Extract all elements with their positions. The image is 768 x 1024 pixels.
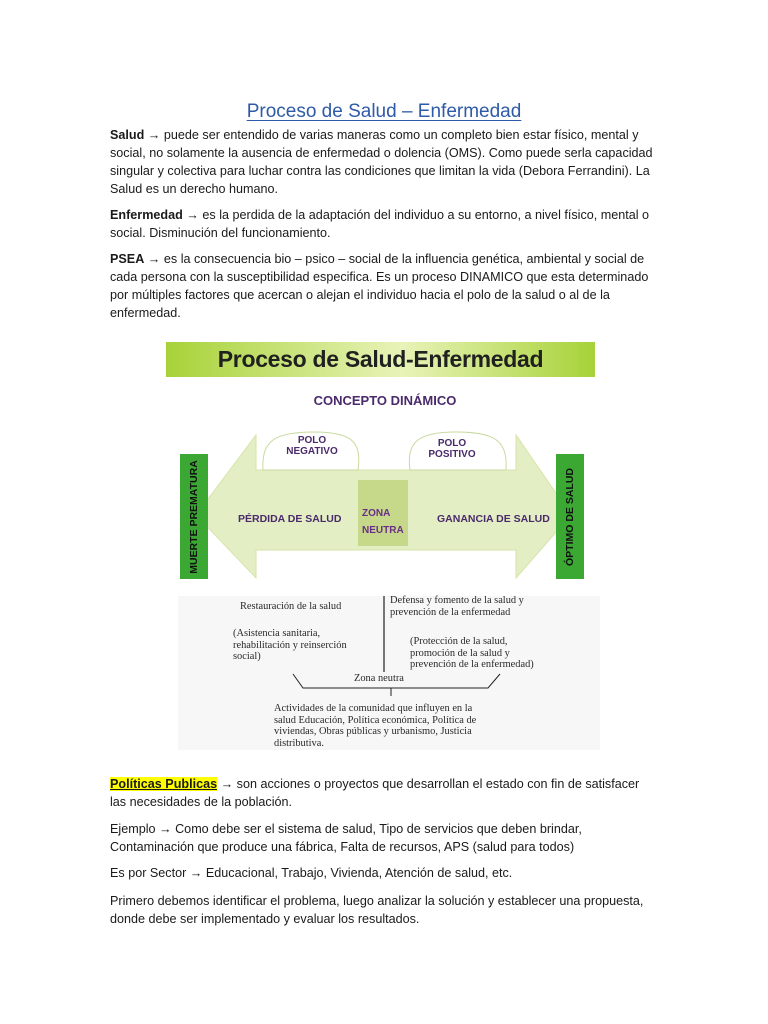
neutral-zone-label — [362, 505, 408, 539]
definition-salud: → puede ser entendido de varias maneras como un completo bien estar físico, mental y social, no solamente la ausencia de enfermedad o dolencia (OMS). Como puede serla capacidad singular y colectiva para luchar contra las condiciones que limitan la vida (Debora Ferrandini). La Salud es un derecho humano. — [110, 128, 653, 196]
defense-line-2: prevención de la enfermedad — [390, 606, 511, 618]
zone-line-2: NEUTRA — [362, 525, 404, 536]
process-diagram — [166, 340, 604, 752]
community-activities-text — [274, 703, 476, 749]
restoration-detail-line-2: rehabilitación y reinserción — [233, 639, 347, 651]
definition-politicas-publicas: → son acciones o proyectos que desarrollan el estado con fin de satisfacer las necesidades de la población. — [110, 777, 640, 809]
pole-negative-line-2: NEGATIVO — [286, 446, 338, 457]
lower-explanation-panel — [178, 596, 600, 750]
defense-text — [390, 595, 524, 618]
definition-psea: → es la consecuencia bio – psico – social de la influencia genética, ambiental y social de cada persona con la susceptibilidad especifica. Es un proceso DINAMICO que esta determinado por múltiples factores que acercan o alejan el individuo hacia el polo de la salud o al de la enfermedad. — [110, 252, 649, 320]
paragraph-ejemplo: Ejemplo → Como debe ser el sistema de salud, Tipo de servicios que deben brindar, Contaminación que produce una fábrica, Falta de recursos, APS (salud para todos) — [110, 822, 582, 854]
term-politicas-publicas: Políticas Publicas — [110, 777, 218, 791]
paragraph-salud — [110, 126, 658, 198]
term-enfermedad: Enfermedad — [110, 208, 183, 222]
concept-heading: CONCEPTO DINÁMICO — [313, 393, 457, 408]
gain-of-health-label: GANANCIA DE SALUD — [437, 513, 550, 525]
paragraph-politicas-publicas — [110, 775, 658, 811]
term-psea: PSEA — [110, 252, 145, 266]
paragraph-sector: Es por Sector → Educacional, Trabajo, Vivienda, Atención de salud, etc. — [110, 866, 513, 880]
activities-line-1: Actividades de la comunidad que influyen en la — [274, 703, 473, 714]
right-vertical-text: ÓPTIMO DE SALUD — [564, 467, 577, 566]
restoration-detail — [233, 628, 347, 663]
loss-of-health-label: PÉRDIDA DE SALUD — [238, 513, 342, 525]
pole-negative-label — [276, 435, 348, 457]
zone-line-1: ZONA — [362, 508, 391, 519]
pole-positive-line-2: POSITIVO — [428, 449, 476, 460]
neutral-zone-text: Zona neutra — [354, 673, 404, 684]
activities-line-4: distributiva. — [274, 737, 324, 749]
defense-line-1: Defensa y fomento de la salud y — [390, 595, 524, 606]
pole-negative-line-1: POLO — [297, 435, 327, 446]
pole-positive-line-1: POLO — [437, 438, 467, 449]
protection-line-2: promoción de la salud y — [410, 647, 510, 659]
vertical-label-muerte-prematura — [180, 454, 208, 579]
restoration-detail-line-3: social) — [233, 651, 261, 662]
restoration-detail-line-1: (Asistencia sanitaria, — [233, 628, 321, 639]
term-salud: Salud — [110, 128, 145, 142]
paragraph-enfermedad — [110, 206, 658, 242]
activities-line-3: viviendas, Obras públicas y urbanismo, Justicia — [274, 726, 472, 737]
protection-line-3: prevención de la enfermedad) — [410, 659, 534, 670]
diagram-banner: Proceso de Salud-Enfermedad — [166, 342, 595, 377]
pole-positive-label — [416, 438, 488, 460]
restoration-text: Restauración de la salud — [240, 601, 342, 612]
paragraph-psea — [110, 250, 658, 322]
activities-line-2: salud Educación, Política económica, Política de — [274, 714, 477, 726]
protection-text — [410, 636, 534, 671]
paragraph-procedure: Primero debemos identificar el problema, luego analizar la solución y establecer una propuesta, donde debe ser implementado y evaluar los resultados. — [110, 894, 644, 926]
page-title: Proceso de Salud – Enfermedad — [246, 101, 522, 122]
vertical-label-optimo-salud — [556, 454, 584, 579]
protection-line-1: (Protección de la salud, — [410, 636, 508, 647]
left-vertical-text: MUERTE PREMATURA — [188, 459, 200, 574]
definition-enfermedad: → es la perdida de la adaptación del individuo a su entorno, a nivel físico, mental o social. Disminución del funcionamiento. — [110, 208, 650, 240]
